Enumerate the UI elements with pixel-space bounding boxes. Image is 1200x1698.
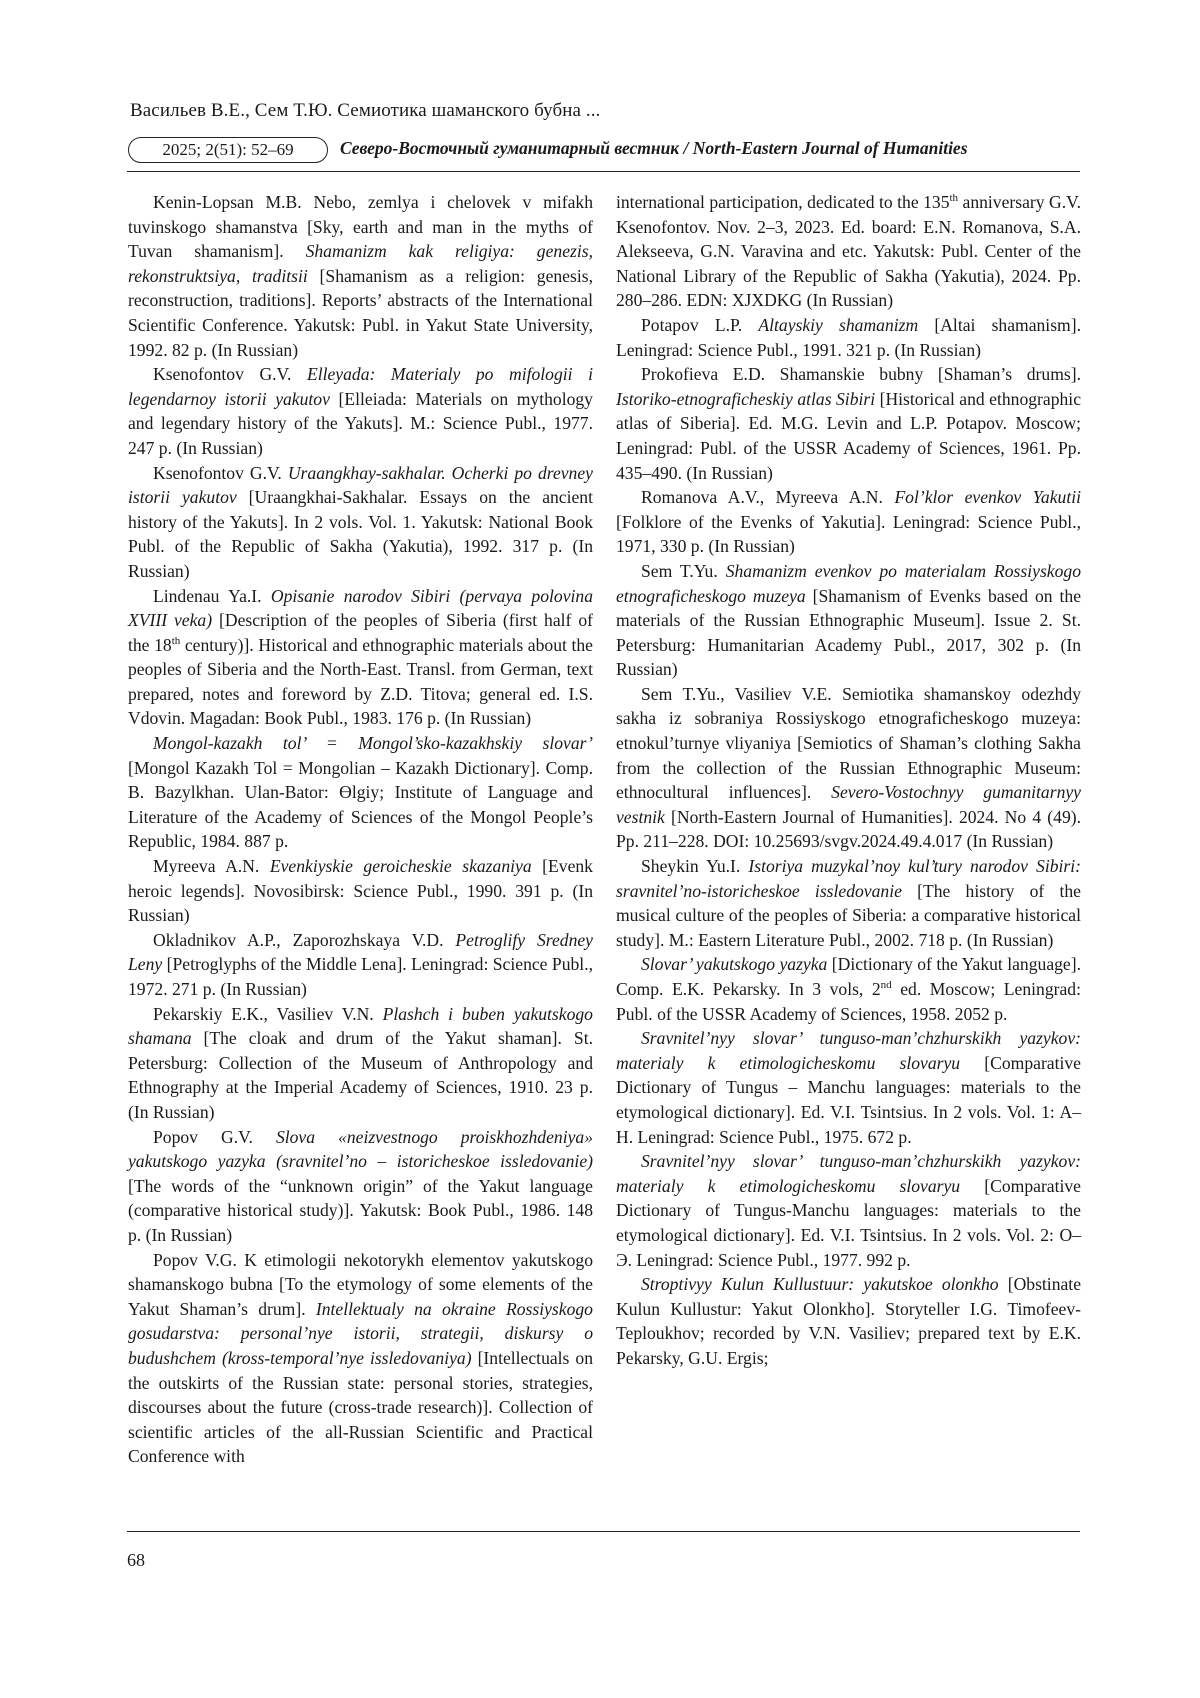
reference-text: Okladnikov A.P., Zaporozhskaya V.D. bbox=[153, 929, 456, 950]
superscript: nd bbox=[880, 979, 892, 992]
reference-entry bbox=[128, 190, 593, 362]
italic-title: Fol’klor evenkov Yakutii bbox=[894, 487, 1081, 508]
reference-text: [Shamanism as a religion: genesis, reconstruction, traditions]. Reports’ abstracts of the International Scientific Conference. Yakutsk: Publ. in Yakut State University, 1992. 82 p. (In Russian) bbox=[128, 265, 593, 360]
reference-text: [Dictionary of the Yakut language]. Comp. E.K. Pekarsky. In 3 vols, 2 bbox=[616, 954, 1081, 999]
reference-text: Sem T.Yu., Vasiliev V.E. Semiotika shamanskoy odezhdy sakha iz sobraniya Rossiyskogo etnograficheskogo muzeya: etnokul’turnye vliyaniya [Semiotics of Shaman’s clothing Sakha from the collection of the Russian Ethnographic Museum: ethnocultural influences]. bbox=[616, 683, 1081, 803]
references-right-column bbox=[616, 190, 1081, 1371]
italic-title: Uraangkhay-sakhalar. Ocherki po drevney istorii yakutov bbox=[128, 462, 593, 508]
reference-text: [Description of the peoples of Siberia (first half of the 18 bbox=[128, 610, 593, 655]
reference-text: [North-Eastern Journal of Humanities]. 2024. No 4 (49). Pp. 211–228. DOI: 10.25693/svgv.2024.49.4.017 (In Russian) bbox=[616, 806, 1081, 852]
reference-text: Potapov L.P. bbox=[641, 314, 759, 335]
reference-entry bbox=[128, 1248, 593, 1469]
superscript: th bbox=[949, 192, 959, 205]
reference-text: Lindenau Ya.I. bbox=[153, 585, 271, 606]
running-title: Васильев В.Е., Сем Т.Ю. Семиотика шаманского бубна ... bbox=[130, 100, 601, 121]
italic-title: Sravnitel’nyy slovar’ tunguso-man’chzhurskikh yazykov: materialy k etimologicheskomu slovaryu bbox=[616, 1151, 1081, 1196]
italic-title: Istoriya muzykal’noy kul’tury narodov Sibiri: sravnitel’no-istoricheskoe issledovanie bbox=[616, 856, 1081, 901]
italic-title: Slovar’ yakutskogo yazyka bbox=[641, 954, 828, 975]
reference-text: Kenin-Lopsan M.B. Nebo, zemlya i chelovek v mifakh tuvinskogo shamanstva [Sky, earth and man in the myths of Tuvan shamanism]. bbox=[128, 192, 593, 262]
italic-title: Elleyada: Materialy po mifologii i legendarnoy istorii yakutov bbox=[128, 364, 593, 409]
italic-title: Severo-Vostochnyy gumanitarnyy vestnik bbox=[616, 782, 1081, 827]
reference-text: [The words of the “unknown origin” of the Yakut language (comparative historical study)]. Yakutsk: Book Publ., 1986. 148 p. (In Russian) bbox=[128, 1175, 593, 1245]
reference-text: Pekarskiy E.K., Vasiliev V.N. bbox=[153, 1003, 383, 1024]
reference-text: Ksenofontov G.V. bbox=[153, 364, 307, 385]
reference-entry bbox=[128, 362, 593, 460]
reference-entry bbox=[128, 1002, 593, 1125]
reference-text: Popov G.V. bbox=[153, 1126, 276, 1147]
italic-title: Petroglify Sredney Leny bbox=[128, 929, 593, 975]
reference-text: [Historical and ethnographic atlas of Siberia]. Ed. M.G. Levin and L.P. Potapov. Moscow; Leningrad: Publ. of the USSR Academy of Sciences, 1961. Pp. 435–490. (In Russian) bbox=[616, 388, 1082, 483]
reference-text: Sheykin Yu.I. bbox=[641, 856, 749, 877]
reference-entry bbox=[616, 362, 1081, 485]
reference-text: [Mongol Kazakh Tol = Mongolian – Kazakh Dictionary]. Comp. B. Bazylkhan. Ulan-Bator: Өlgiy; Institute of Language and Literature of the Academy of Sciences of the Mongol People’s Republic, 1984. 887 p. bbox=[128, 757, 593, 852]
reference-text: [Elleiada: Materials on mythology and legendary history of the Yakuts]. M.: Science Publ., 1977. 247 p. (In Russian) bbox=[128, 388, 593, 458]
reference-entry bbox=[128, 854, 593, 928]
reference-text: century)]. Historical and ethnographic materials about the peoples of Siberia and the North-East. Transl. from German, text prepared, notes and foreword by Z.D. Titova; general ed. I.S. Vdovin. Magadan: Book Publ., 1983. 176 p. (In Russian) bbox=[128, 634, 593, 729]
reference-text: Ksenofontov G.V. bbox=[153, 462, 288, 483]
page-number: 68 bbox=[127, 1550, 145, 1570]
italic-title: Stroptivyy Kulun Kullustuur: yakutskoe olonkho bbox=[641, 1274, 999, 1295]
reference-text: Romanova A.V., Myreeva A.N. bbox=[641, 487, 895, 508]
reference-entry bbox=[616, 313, 1081, 362]
italic-title: Sravnitel’nyy slovar’ tunguso-man’chzhurskikh yazykov: materialy k etimologicheskomu slovaryu bbox=[616, 1028, 1081, 1073]
reference-text: international participation, dedicated to the 135 bbox=[616, 192, 950, 212]
footer-divider bbox=[127, 1531, 1080, 1532]
reference-entry bbox=[616, 559, 1081, 682]
reference-entry bbox=[616, 485, 1081, 559]
header-divider bbox=[127, 171, 1080, 172]
reference-text: Sem T.Yu. bbox=[641, 560, 726, 581]
reference-text: [Folklore of the Evenks of Yakutia]. Leningrad: Science Publ., 1971, 330 p. (In Russian) bbox=[616, 511, 1081, 557]
italic-title: Shamanizm evenkov po materialam Rossiyskogo etnograficheskogo muzeya bbox=[616, 560, 1081, 606]
reference-entry bbox=[128, 1125, 593, 1248]
italic-title: Shamanizm kak religiya: genezis, rekonstruktsiya, traditsii bbox=[128, 241, 593, 286]
reference-entry bbox=[616, 682, 1081, 854]
reference-text: [The history of the musical culture of the peoples of Siberia: a comparative historical study]. M.: Eastern Literature Publ., 2002. 718 p. (In Russian) bbox=[616, 880, 1081, 950]
reference-text: [Evenk heroic legends]. Novosibirsk: Science Publ., 1990. 391 p. (In Russian) bbox=[128, 856, 593, 926]
journal-title: Северо-Восточный гуманитарный вестник / North-Eastern Journal of Humanities bbox=[340, 138, 968, 158]
italic-title: Istoriko-etnograficheskiy atlas Sibiri bbox=[616, 388, 876, 409]
italic-title: Plashch i buben yakutskogo shamana bbox=[128, 1003, 593, 1049]
reference-text: [Shamanism of Evenks based on the materials of the Russian Ethnographic Museum]. Issue 2. St. Petersburg: Humanitarian Academy Publ., 2017, 302 p. (In Russian) bbox=[616, 585, 1081, 680]
reference-entry bbox=[616, 854, 1081, 952]
reference-text: Popov V.G. K etimologii nekotorykh elementov yakutskogo shamanskogo bubna [To the etymology of some elements of the Yakut Shaman’s drum]. bbox=[128, 1249, 593, 1319]
italic-title: Slova «neizvestnogo proiskhozhdeniya» yakutskogo yazyka (sravnitel’no – istoricheskoe issledovanie) bbox=[128, 1126, 593, 1172]
reference-entry bbox=[128, 461, 593, 584]
reference-text: [Obstinate Kulun Kullustur: Yakut Olonkho]. Storyteller I.G. Timofeev-Teploukhov; recorded by V.N. Vasiliev; prepared text by E.K. Pekarsky, G.U. Ergis; bbox=[616, 1274, 1082, 1368]
reference-entry bbox=[616, 190, 1081, 313]
reference-entry bbox=[616, 1149, 1081, 1272]
reference-text: anniversary G.V. Ksenofontov. Nov. 2–3, 2023. Ed. board: E.N. Romanova, S.A. Alekseeva, G.N. Varavina and etc. Yakutsk: Publ. Center of the National Library of the Republic of Sakha (Yakutia), 2024. Pp. 280–286. EDN: XJXDKG (In Russian) bbox=[616, 192, 1081, 311]
italic-title: Mongol-kazakh tol’ = Mongol’sko-kazakhskiy slovar’ bbox=[153, 733, 593, 754]
reference-text: Prokofieva E.D. Shamanskie bubny [Shaman’s drums]. bbox=[641, 364, 1081, 385]
issue-badge: 2025; 2(51): 52–69 bbox=[128, 137, 328, 163]
reference-text: [Comparative Dictionary of Tungus – Manchu languages: materials to the etymological dictionary]. Ed. V.I. Tsintsius. In 2 vols. Vol. 1: A–H. Leningrad: Science Publ., 1975. 672 p. bbox=[616, 1052, 1081, 1147]
reference-entry bbox=[128, 928, 593, 1002]
italic-title: Opisanie narodov Sibiri (pervaya polovina XVIII veka) bbox=[128, 585, 593, 631]
reference-text: [Intellectuals on the outskirts of the Russian state: personal stories, strategies, discourses about the future (cross-trade research)]. Collection of scientific articles of the all-Russian Scientific and Practical Conference with bbox=[128, 1347, 593, 1467]
reference-text: [Uraangkhai-Sakhalar. Essays on the ancient history of the Yakuts]. In 2 vols. Vol. 1. Yakutsk: National Book Publ. of the Republic of Sakha (Yakutia), 1992. 317 p. (In Russian) bbox=[128, 487, 593, 581]
reference-text: ed. Moscow; Leningrad: Publ. of the USSR Academy of Sciences, 1958. 2052 p. bbox=[616, 979, 1081, 1024]
reference-entry bbox=[616, 1272, 1081, 1370]
reference-text: [The cloak and drum of the Yakut shaman]. St. Petersburg: Collection of the Museum of Anthropology and Ethnography at the Imperial Academy of Sciences, 1910. 23 p. (In Russian) bbox=[128, 1028, 593, 1122]
references-left-column bbox=[128, 190, 593, 1469]
reference-text: [Petroglyphs of the Middle Lena]. Leningrad: Science Publ., 1972. 271 p. (In Russian) bbox=[128, 954, 593, 999]
reference-entry bbox=[128, 731, 593, 854]
reference-text: [Comparative Dictionary of Tungus-Manchu languages: materials to the etymological dictionary]. Ed. V.I. Tsintsius. In 2 vols. Vol. 2: О–Э. Leningrad: Science Publ., 1977. 992 p. bbox=[616, 1175, 1081, 1270]
reference-text: [Altai shamanism]. Leningrad: Science Publ., 1991. 321 p. (In Russian) bbox=[616, 314, 1081, 360]
superscript: th bbox=[171, 634, 181, 647]
reference-entry bbox=[616, 952, 1081, 1026]
reference-entry bbox=[128, 584, 593, 732]
italic-title: Intellektualy na okraine Rossiyskogo gosudarstva: personal’nye istorii, strategii, diskursy o budushchem (kross-temporal’nye issledovaniya) bbox=[128, 1298, 593, 1368]
reference-entry bbox=[616, 1026, 1081, 1149]
reference-text: Myreeva A.N. bbox=[153, 856, 270, 877]
italic-title: Evenkiyskie geroicheskie skazaniya bbox=[269, 856, 532, 877]
italic-title: Altayskiy shamanizm bbox=[758, 314, 919, 335]
